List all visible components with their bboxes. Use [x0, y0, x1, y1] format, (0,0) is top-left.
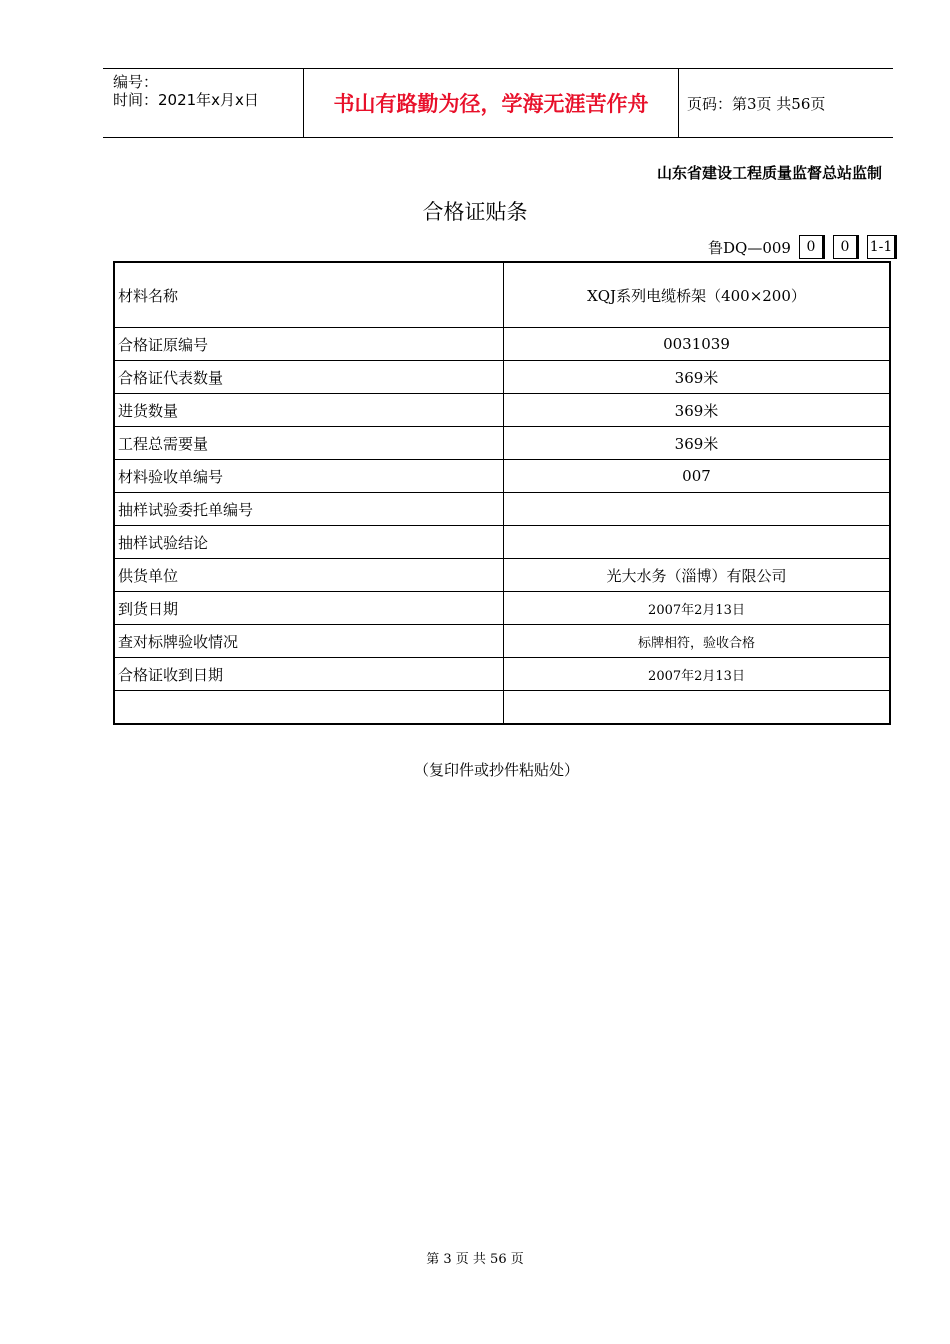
row-label: 材料名称: [114, 262, 504, 328]
table-row: [114, 460, 890, 493]
certificate-table: [113, 261, 891, 725]
row-label: 供货单位: [114, 559, 504, 592]
table-row: [114, 625, 890, 658]
form-code-box: 0: [799, 235, 825, 259]
row-label: 材料验收单编号: [114, 460, 504, 493]
table-row: [114, 328, 890, 361]
row-value: 光大水务（淄博）有限公司: [504, 559, 891, 592]
row-value: [504, 493, 891, 526]
row-label: 工程总需要量: [114, 427, 504, 460]
table-row: [114, 658, 890, 691]
form-code-box: 0: [833, 235, 859, 259]
row-label: 合格证收到日期: [114, 658, 504, 691]
row-label: 到货日期: [114, 592, 504, 625]
table-row: [114, 361, 890, 394]
table-row: [114, 691, 890, 725]
table-row: [114, 493, 890, 526]
row-value: 2007年2月13日: [504, 592, 891, 625]
row-label: 合格证原编号: [114, 328, 504, 361]
page-title: 合格证贴条: [422, 200, 528, 224]
row-label: 合格证代表数量: [114, 361, 504, 394]
table-row: [114, 394, 890, 427]
page-footer: 第 3 页 共 56 页: [426, 1252, 524, 1267]
table-row: [114, 427, 890, 460]
organization-label: 山东省建设工程质量监督总站监制: [656, 164, 882, 182]
header-page-code: 页码：第3页 共56页: [687, 94, 826, 113]
row-value: [504, 691, 891, 725]
row-label: 抽样试验委托单编号: [114, 493, 504, 526]
row-label: 抽样试验结论: [114, 526, 504, 559]
table-row: [114, 592, 890, 625]
row-label: 查对标牌验收情况: [114, 625, 504, 658]
row-label: [114, 691, 504, 725]
time-label: 时间：2021年x月x日: [113, 91, 259, 109]
row-value: 2007年2月13日: [504, 658, 891, 691]
table-row: [114, 526, 890, 559]
row-value: [504, 526, 891, 559]
row-value: 007: [504, 460, 891, 493]
header-meta: [103, 69, 303, 137]
row-value: 标牌相符，验收合格: [504, 625, 891, 658]
form-code-box: 1-1: [867, 235, 897, 259]
table-row: [114, 559, 890, 592]
header-motto: 书山有路勤为径，学海无涯苦作舟: [303, 69, 679, 137]
row-label: 进货数量: [114, 394, 504, 427]
row-value: XQJ系列电缆桥架（400×200）: [504, 262, 891, 328]
row-value: 369米: [504, 427, 891, 460]
form-code: [708, 234, 897, 260]
row-value: 369米: [504, 394, 891, 427]
form-code-label: 鲁DQ—009: [708, 238, 791, 257]
paste-area-note: （复印件或抄件粘贴处）: [413, 761, 579, 779]
row-value: 0031039: [504, 328, 891, 361]
number-label: 编号：: [113, 73, 159, 91]
page-header: [103, 68, 893, 138]
table-row: [114, 262, 890, 328]
row-value: 369米: [504, 361, 891, 394]
